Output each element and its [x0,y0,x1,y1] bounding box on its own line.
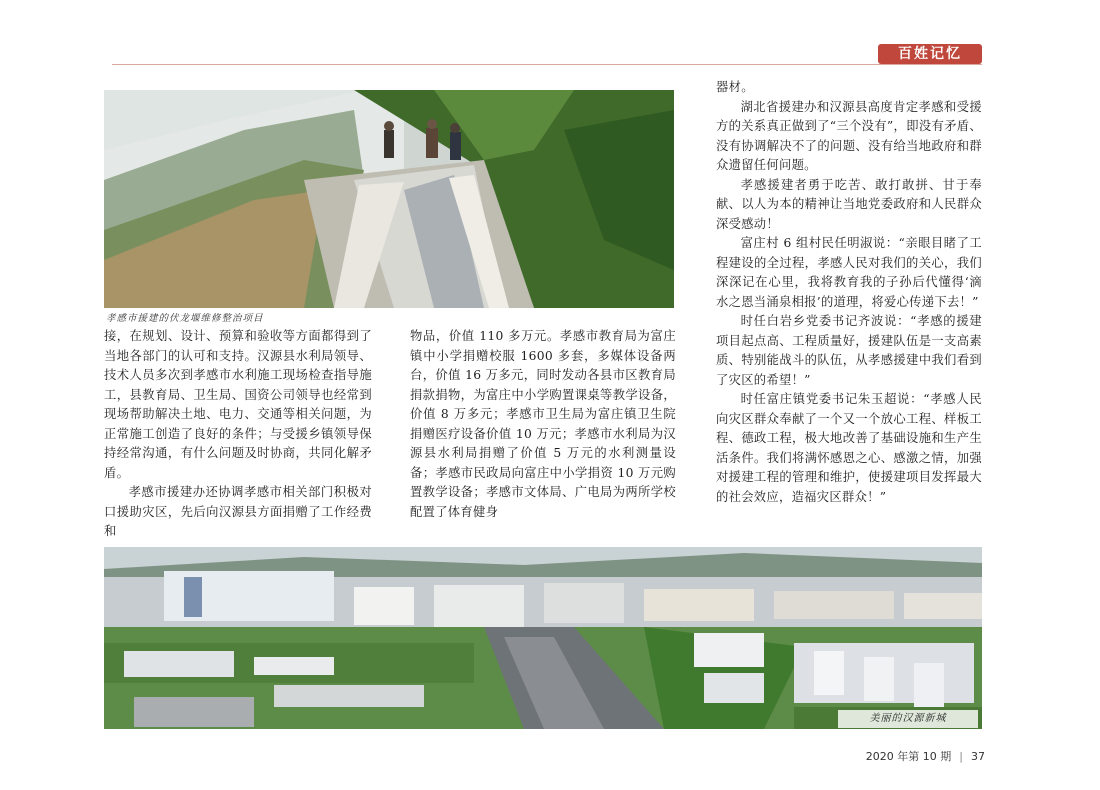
paragraph: 时任白岩乡党委书记齐波说：“孝感的援建项目起点高、工程质量好，援建队伍是一支高素质、特别能战斗的队伍，从孝感援建中我们看到了灾区的希望！” [716,314,982,387]
paragraph: 湖北省援建办和汉源县高度肯定孝感和受援方的关系真正做到了“三个没有”，即没有矛盾、没有协调解决不了的问题、没有给当地政府和群众遗留任何问题。 [716,99,982,172]
column-2 [410,327,676,522]
city-aerial-photo [104,547,982,729]
issue-label: 2020 年第 10 期 [865,750,952,763]
paragraph: 接，在规划、设计、预算和验收等方面都得到了当地各部门的认可和支持。汉源县水利局领导、技术人员多次到孝感市水利施工现场检查指导施工，县教育局、卫生局、国资公司领导也经常到现场帮助解决土地、电力、交通等相关问题，为正常施工创造了良好的条件；与受援乡镇领导保持经常沟通，有什么问题及时协商，共同化解矛盾。 [104,329,372,480]
photo-caption-bottom: 美丽的汉源新城 [838,710,978,728]
footer-divider: | [959,750,963,763]
paragraph: 时任富庄镇党委书记朱玉超说：“孝感人民向灾区群众奉献了一个又一个放心工程、样板工程、德政工程，极大地改善了基础设施和生产生活条件。我们将满怀感恩之心、感激之情，加强对援建工程的管理和维护，使援建项目发挥最大的社会效应，造福灾区群众！” [716,392,982,504]
paragraph: 物品，价值 110 多万元。孝感市教育局为富庄镇中小学捐赠校服 1600 多套，多媒体设备两台，价值 16 万多元，同时发动各县市区教育局捐款捐物，为富庄中小学购置课桌等教学设备，价值 8 万多元；孝感市卫生局为富庄镇卫生院捐赠医疗设备价值 10 万元；孝感市水利局为汉源县水利局捐赠了价值 5 万元的水利测量设备；孝感市民政局向富庄中小学捐资 10 万元购置教学设备；孝感市文体局、广电局为两所学校配置了体育健身 [410,329,676,519]
paragraph: 孝感援建者勇于吃苦、敢打敢拼、甘于奉献、以人为本的精神让当地党委政府和人民群众深受感动！ [716,177,982,231]
paragraph: 器材。 [716,80,754,94]
photo-caption-top: 孝感市援建的伏龙堰维修整治项目 [106,313,264,324]
paragraph: 富庄村 6 组村民任明淑说：“亲眼目睹了工程建设的全过程，孝感人民对我们的关心，我们深深记在心里，我将教育我的子孙后代懂得‘滴水之恩当涌泉相报’的道理，将爱心传递下去！” [716,236,982,309]
section-tag: 百姓记忆 [878,44,982,64]
page-footer [820,748,985,764]
header-rule [112,64,982,65]
canal-photo [104,90,674,308]
paragraph: 孝感市援建办还协调孝感市相关部门积极对口援助灾区，先后向汉源县方面捐赠了工作经费和 [104,485,372,538]
column-1 [104,327,372,542]
column-3 [716,78,982,507]
page-number: 37 [971,750,985,763]
